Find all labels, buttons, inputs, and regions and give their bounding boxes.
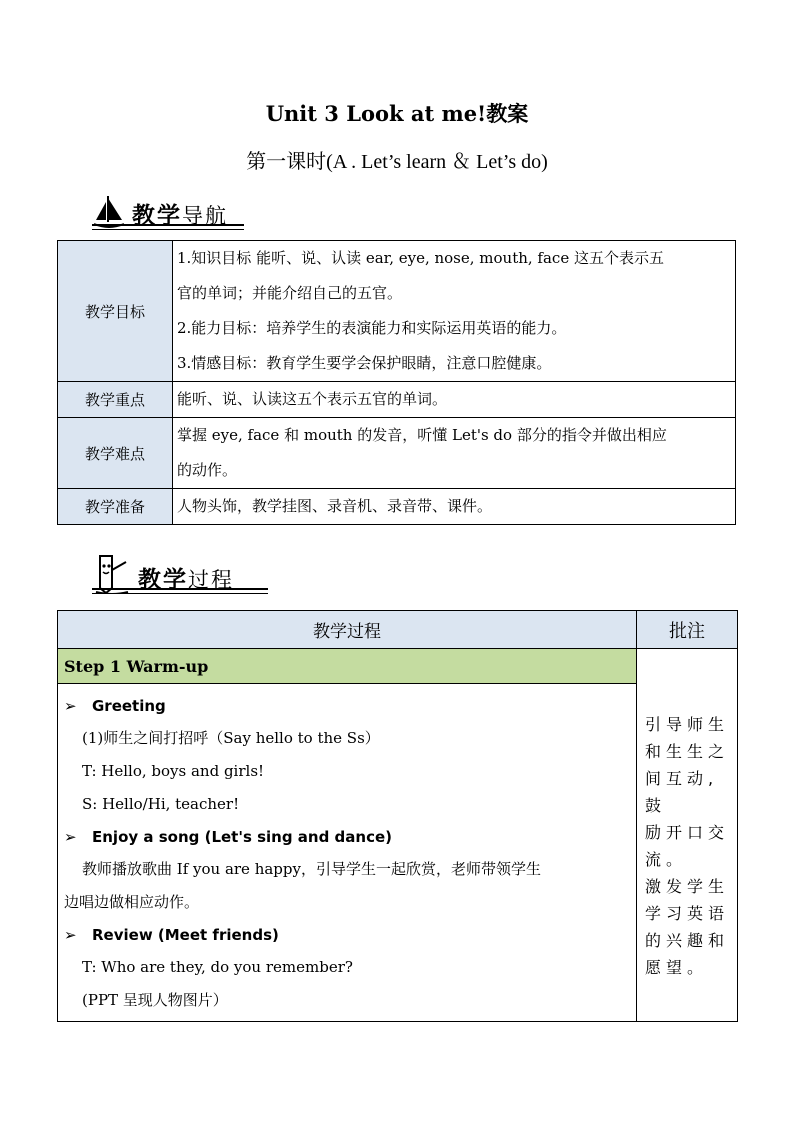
note-line: 励开口交 (645, 823, 730, 842)
bullet-greeting (64, 690, 630, 722)
preparation-line: 人物头饰，教学挂图、录音机、录音带、课件。 (177, 497, 493, 515)
row-value-difficulties (173, 418, 736, 489)
text-line: S: Hello/Hi, teacher! (82, 795, 240, 813)
step-title: Step 1 Warm-up (58, 649, 637, 684)
section-heading-process (92, 556, 268, 594)
bullet-review (64, 919, 630, 951)
section-heading-bold: 教学 (132, 203, 182, 229)
difficulty-line: 掌握 eye, face 和 mouth 的发音，听懂 Let's do 部分的指令并做出相应 (177, 426, 667, 444)
text-line: 教师播放歌曲 If you are happy，引导学生一起欣赏，老师带领学生 (82, 860, 541, 878)
row-value-goals (173, 241, 736, 382)
text-line: 边唱边做相应动作。 (64, 893, 200, 911)
bullet-title: Enjoy a song (Let's sing and dance) (92, 828, 393, 846)
goal-line: 1.知识目标 能听、说、认读 ear, eye, nose, mouth, face 这五个表示五 (177, 249, 664, 267)
goal-line: 3.情感目标：教育学生要学会保护眼睛，注意口腔健康。 (177, 354, 552, 372)
goal-line: 2.能力目标：培养学生的表演能力和实际运用英语的能力。 (177, 319, 567, 337)
row-label-key-points: 教学重点 (58, 382, 173, 418)
page-title: Unit 3 Look at me!教案 (265, 101, 529, 126)
row-label-goals: 教学目标 (58, 241, 173, 382)
bullet-title: Greeting (92, 697, 166, 715)
note-line: 流。 (645, 850, 688, 869)
process-table (57, 610, 738, 1022)
notes-header: 批注 (637, 611, 738, 649)
heading-underline (92, 588, 268, 594)
note-line: 引导师生 (645, 715, 730, 734)
text-line: (PPT 呈现人物图片） (82, 991, 228, 1009)
arrow-bullet-icon: ➢ (64, 926, 77, 944)
section-heading-overview (92, 192, 244, 230)
row-value-preparation (173, 489, 736, 525)
heading-underline (92, 224, 244, 230)
note-line: 激发学生 (645, 877, 730, 896)
note-line: 的兴趣和 (645, 931, 730, 950)
text-line: T: Hello, boys and girls! (82, 762, 265, 780)
overview-table (57, 240, 736, 525)
arrow-bullet-icon: ➢ (64, 697, 77, 715)
process-header: 教学过程 (58, 611, 637, 649)
step-body (58, 684, 637, 1022)
difficulty-line: 的动作。 (177, 461, 238, 479)
notes-cell (637, 649, 738, 1022)
text-line: T: Who are they, do you remember? (82, 958, 353, 976)
lesson-subtitle: 第一课时(A . Let’s learn ＆ Let’s do) (246, 151, 548, 173)
goal-line: 官的单词；并能介绍自己的五官。 (177, 284, 403, 302)
row-label-preparation: 教学准备 (58, 489, 173, 525)
row-label-difficulties: 教学难点 (58, 418, 173, 489)
arrow-bullet-icon: ➢ (64, 828, 77, 846)
note-line: 和生生之 (645, 742, 730, 761)
bullet-title: Review (Meet friends) (92, 926, 279, 944)
note-line: 学习英语 (645, 904, 730, 923)
section-heading-bold: 教学 (138, 567, 188, 593)
note-line: 间互动,鼓 (645, 769, 719, 815)
song-paragraph (64, 853, 630, 919)
section-heading-light: 导航 (182, 204, 228, 228)
row-value-key-points (173, 382, 736, 418)
section-heading-light: 过程 (188, 568, 234, 592)
note-line: 愿望。 (645, 958, 709, 977)
key-point-line: 能听、说、认读这五个表示五官的单词。 (177, 390, 448, 408)
text-line: (1)师生之间打招呼（Say hello to the Ss） (82, 729, 380, 747)
bullet-song (64, 821, 630, 853)
